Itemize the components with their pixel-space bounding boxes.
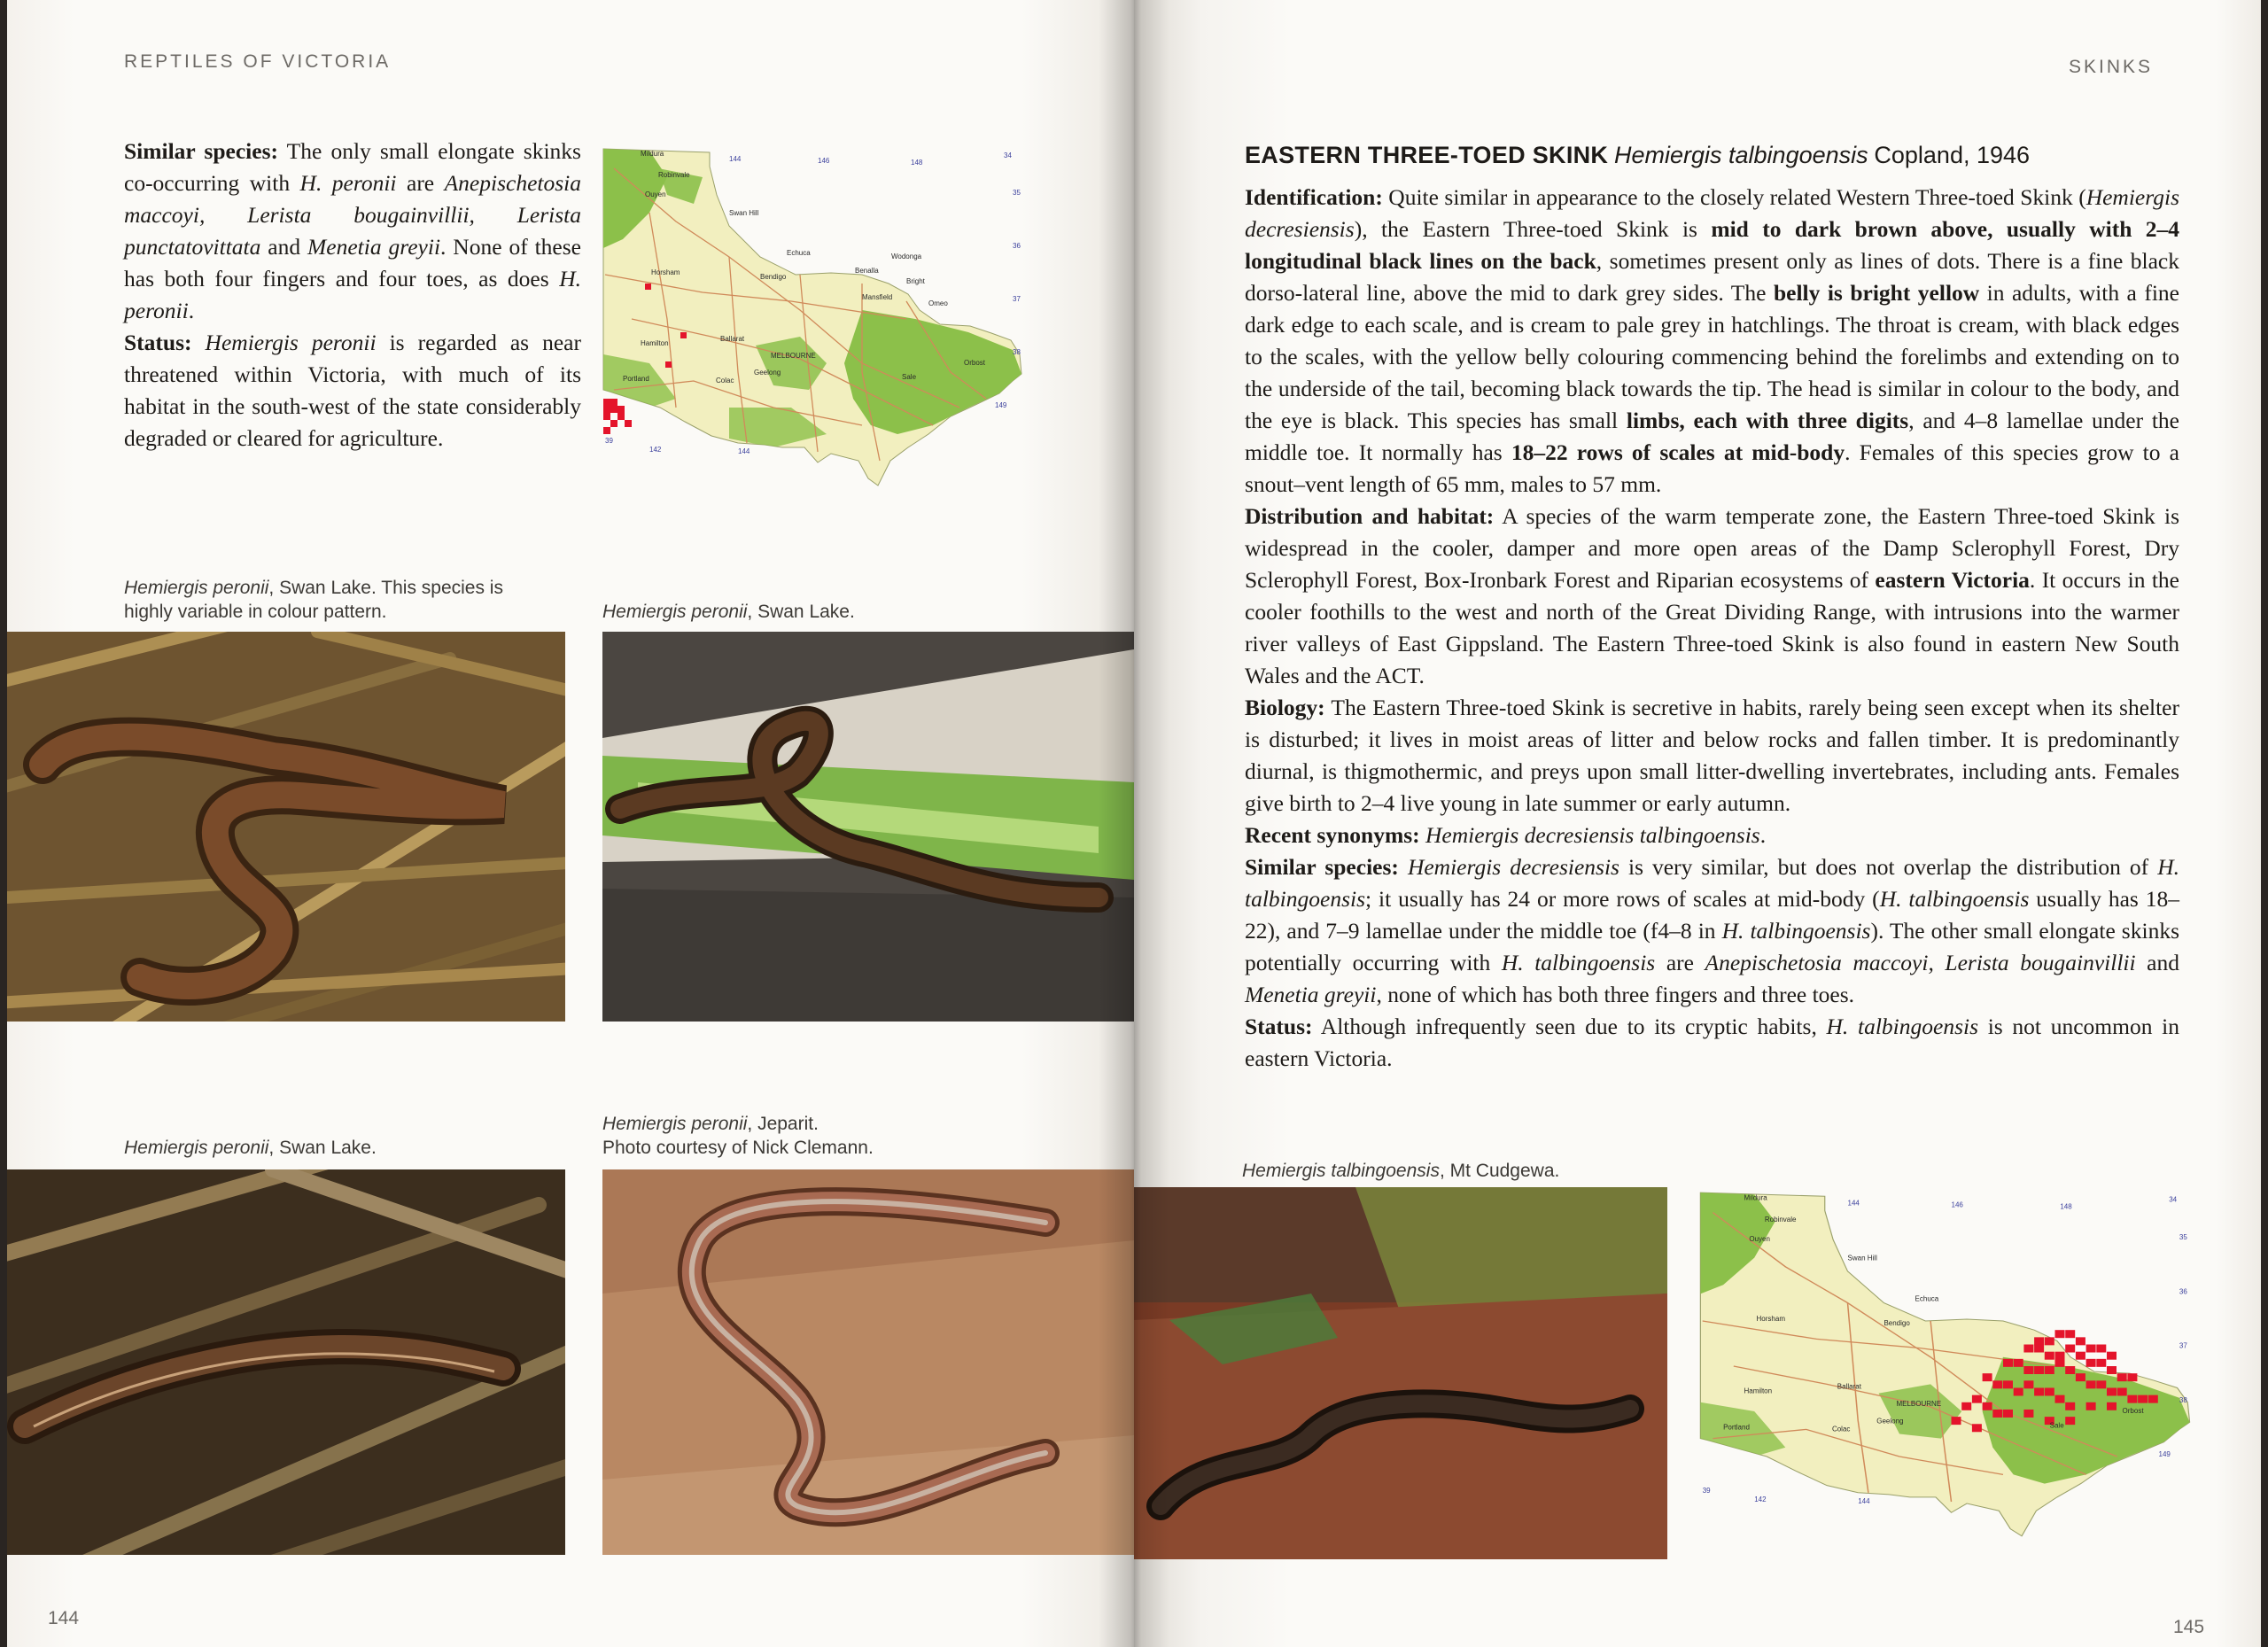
distribution-map-talbingoensis bbox=[1692, 1185, 2224, 1566]
map-grid-label: 144 bbox=[1847, 1199, 1860, 1208]
record-square bbox=[2045, 1337, 2054, 1345]
book-gutter bbox=[1099, 0, 1169, 1647]
map-grid-label: 144 bbox=[1858, 1497, 1870, 1506]
text-run: in adults, with a fine dark edge to each scale, and is cream to pale grey in hatchlings. The throat is cream, with black edges to the scales, with the yellow belly colouring commencing behind the forelimbs and extending on to the underside of the tail, becoming black towards the tip. The head is similar in colour to the body, and the eye is black. This species has small bbox=[1245, 280, 2179, 433]
record-square bbox=[2055, 1330, 2065, 1338]
record-square bbox=[2055, 1352, 2065, 1360]
map-town-label: Omeo bbox=[928, 299, 948, 307]
map-town-label: Bendigo bbox=[760, 273, 787, 281]
map-town-label: Wodonga bbox=[891, 252, 922, 260]
record-square bbox=[2065, 1417, 2075, 1425]
record-square bbox=[2107, 1352, 2117, 1360]
map-grid-label: 149 bbox=[2158, 1450, 2171, 1458]
record-square bbox=[1992, 1410, 2002, 1418]
map-town-label: Benalla bbox=[855, 267, 879, 275]
paragraph-label: Identification: bbox=[1245, 184, 1383, 210]
text-run: limbs, each with three digits bbox=[1626, 408, 1909, 433]
photo-caption-2: Hemiergis peronii, Swan Lake. bbox=[602, 602, 855, 622]
species-common-name: EASTERN THREE-TOED SKINK bbox=[1245, 142, 1609, 168]
record-square bbox=[2086, 1345, 2096, 1353]
record-square bbox=[2023, 1366, 2033, 1374]
record-square bbox=[2065, 1402, 2075, 1410]
map-town-label: Portland bbox=[1723, 1423, 1750, 1432]
paragraph-label: Recent synonyms: bbox=[1245, 822, 1420, 848]
skink-photo-4 bbox=[602, 1169, 1134, 1555]
skink-photo-3 bbox=[7, 1169, 565, 1555]
record-square bbox=[2076, 1337, 2085, 1345]
text-run: is regarded as near threatened within Victoria, with much of its habitat in the south-west of the state considerably degraded or cleared for agriculture. bbox=[124, 330, 581, 451]
text-run: mid to dark brown above, usually with 2–4 longitudinal black lines on the back bbox=[1245, 216, 2179, 274]
record-square bbox=[2127, 1395, 2137, 1403]
text-run: Although infrequently seen due to its cryptic habits, bbox=[1312, 1014, 1827, 1039]
record-square bbox=[2023, 1380, 2033, 1388]
map-town-label: MELBOURNE bbox=[1896, 1399, 1942, 1408]
map-grid-label: 34 bbox=[2169, 1195, 2178, 1204]
text-run: H. peronii bbox=[124, 266, 581, 323]
record-square bbox=[2003, 1380, 2013, 1388]
map-grid-label: 148 bbox=[2060, 1202, 2072, 1211]
text-run: usually has 18–22), and 7–9 lamellae under the middle toe (f4–8 in bbox=[1245, 886, 2180, 944]
text-run: H. talbingoensis bbox=[1501, 950, 1656, 975]
record-square bbox=[2034, 1337, 2044, 1345]
paragraph-label: Distribution and habitat: bbox=[1245, 503, 1495, 529]
map-grid-label: 146 bbox=[818, 157, 830, 165]
text-run: Anepischetosia maccoyi, Lerista bougainvillii, Lerista punctatovittata bbox=[124, 170, 581, 260]
record-square bbox=[1992, 1380, 2002, 1388]
map-grid-label: 35 bbox=[2179, 1233, 2187, 1242]
record-square bbox=[1983, 1373, 1992, 1381]
text-run: The only small elongate skinks co-occurring with bbox=[124, 138, 581, 196]
page-number-right: 145 bbox=[2173, 1617, 2205, 1637]
page-number-left: 144 bbox=[48, 1608, 80, 1628]
record-square bbox=[2014, 1359, 2023, 1367]
text-run: and bbox=[260, 234, 308, 260]
map-town-label: Echuca bbox=[787, 249, 811, 257]
map-grid-label: 38 bbox=[1013, 348, 1021, 356]
map-town-label: Ballarat bbox=[1837, 1382, 1861, 1391]
text-run: is not uncommon in eastern Victoria. bbox=[1245, 1014, 2179, 1071]
paragraph-label: Similar species: bbox=[1245, 854, 1399, 880]
record-square bbox=[2086, 1359, 2096, 1367]
paragraph bbox=[1245, 501, 2179, 692]
text-run: belly is bright yellow bbox=[1773, 280, 1980, 306]
map-town-label: Robinvale bbox=[1764, 1215, 1797, 1224]
paragraph bbox=[1245, 1011, 2179, 1075]
text-run: H. talbingoensis bbox=[1245, 854, 2179, 912]
record-square bbox=[2065, 1345, 2075, 1353]
record-square bbox=[1952, 1417, 1961, 1425]
map-town-label: Mildura bbox=[641, 150, 664, 158]
record-square bbox=[2034, 1345, 2044, 1353]
record-square bbox=[2076, 1373, 2085, 1381]
text-run bbox=[192, 330, 206, 355]
map-town-label: Echuca bbox=[1915, 1294, 1939, 1303]
running-head: SKINKS bbox=[2069, 57, 2154, 77]
map-town-label: Swan Hill bbox=[1847, 1254, 1877, 1262]
paragraph bbox=[1245, 820, 2179, 851]
record-square bbox=[2096, 1359, 2106, 1367]
record-square bbox=[2107, 1387, 2117, 1395]
map-town-label: Sale bbox=[2049, 1421, 2064, 1430]
text-run: and bbox=[2135, 950, 2179, 975]
record-square bbox=[2096, 1380, 2106, 1388]
map-town-label: Bendigo bbox=[1884, 1319, 1910, 1328]
record-square bbox=[2107, 1366, 2117, 1374]
text-run: Menetia greyii bbox=[307, 234, 441, 260]
text-run: ; it usually has 24 or more rows of scales at mid-body ( bbox=[1365, 886, 1880, 912]
text-run: Hemiergis decresiensis talbingoensis bbox=[1425, 822, 1760, 848]
photo-caption-3: Hemiergis peronii, Swan Lake. bbox=[124, 1138, 377, 1158]
map-town-label: Ouyen bbox=[645, 190, 666, 198]
paragraph bbox=[1245, 692, 2179, 820]
text-run: . Females of this species grow to a snout–vent length of 65 mm, males to 57 mm. bbox=[1245, 439, 2179, 497]
record-square bbox=[2148, 1395, 2158, 1403]
left-body-text bbox=[124, 136, 581, 454]
text-run: eastern Victoria bbox=[1875, 567, 2030, 593]
paragraph-label: Status: bbox=[1245, 1014, 1313, 1039]
record-square bbox=[2138, 1395, 2148, 1403]
map-grid-label: 38 bbox=[2179, 1395, 2187, 1404]
paragraph bbox=[1245, 182, 2179, 501]
record-square bbox=[2055, 1395, 2065, 1403]
text-run: H. talbingoensis bbox=[1826, 1014, 1979, 1039]
record-square bbox=[2065, 1366, 2075, 1374]
record-square bbox=[2127, 1373, 2137, 1381]
map-town-label: Swan Hill bbox=[729, 209, 759, 217]
skink-photo-2 bbox=[602, 632, 1134, 1022]
photo-caption-5: Hemiergis talbingoensis, Mt Cudgewa. bbox=[1242, 1161, 1560, 1181]
map-grid-label: 36 bbox=[1013, 242, 1021, 250]
text-run: are bbox=[1655, 950, 1705, 975]
species-scientific-name: Hemiergis talbingoensis bbox=[1614, 142, 1868, 168]
record-square bbox=[2014, 1387, 2023, 1395]
distribution-map-peronii bbox=[596, 142, 1106, 514]
map-grid-label: 148 bbox=[911, 159, 923, 167]
record-square bbox=[2034, 1366, 2044, 1374]
map-town-label: Portland bbox=[623, 375, 649, 383]
species-header bbox=[1245, 142, 2030, 169]
text-run: ), the Eastern Three-toed Skink is bbox=[1354, 216, 1712, 242]
record-square bbox=[2076, 1352, 2085, 1360]
map-town-label: Robinvale bbox=[658, 171, 690, 179]
map-grid-label: 142 bbox=[649, 446, 662, 454]
text-run: are bbox=[396, 170, 445, 196]
map-town-label: Bright bbox=[906, 277, 925, 285]
record-square bbox=[2096, 1345, 2106, 1353]
record-square bbox=[2045, 1352, 2054, 1360]
text-run: . It occurs in the cooler foothills to the west and north of the Great Dividing Range, with intrusions into the warmer river valleys of East Gippsland. The Eastern Three-toed Skink is also found in eastern New South Wales and the ACT. bbox=[1245, 567, 2179, 688]
map-grid-label: 144 bbox=[738, 447, 750, 455]
map-town-label: Mildura bbox=[1744, 1193, 1767, 1202]
map-grid-label: 146 bbox=[1951, 1200, 1963, 1209]
text-run: . bbox=[188, 298, 195, 323]
skink-photo-5 bbox=[1134, 1187, 1667, 1559]
map-town-label: Horsham bbox=[651, 268, 680, 276]
text-run: Hemiergis decresiensis bbox=[1407, 854, 1619, 880]
map-grid-label: 144 bbox=[729, 155, 742, 163]
record-square bbox=[2045, 1366, 2054, 1374]
record-square bbox=[2034, 1387, 2044, 1395]
map-town-label: Mansfield bbox=[862, 293, 893, 301]
species-authority: Copland, 1946 bbox=[1874, 142, 2031, 168]
map-town-label: Colac bbox=[716, 377, 734, 385]
record-square bbox=[1972, 1395, 1982, 1403]
map-town-label: Colac bbox=[1831, 1425, 1851, 1433]
text-run: , and 4–8 lamellae under the middle toe. It normally has bbox=[1245, 408, 2179, 465]
map-grid-label: 34 bbox=[1004, 151, 1012, 159]
map-grid-label: 36 bbox=[2179, 1287, 2187, 1296]
record-square bbox=[2107, 1402, 2117, 1410]
photo-caption-1: Hemiergis peronii, Swan Lake. This species is highly variable in colour pattern. bbox=[124, 578, 503, 622]
left-page bbox=[7, 0, 1134, 1647]
map-town-label: Horsham bbox=[1756, 1315, 1785, 1323]
map-town-label: Hamilton bbox=[641, 339, 669, 347]
text-run: H. peronii bbox=[299, 170, 397, 196]
map-town-label: Ballarat bbox=[720, 335, 745, 343]
text-run: , none of which has both three fingers and three toes. bbox=[1376, 982, 1855, 1007]
map-town-label: Geelong bbox=[1876, 1417, 1904, 1426]
record-square bbox=[1983, 1402, 1992, 1410]
text-run: , sometimes present only as lines of dots. There is a fine black dorso-lateral line, above the mid to dark grey sides. The bbox=[1245, 248, 2179, 306]
photo-caption-4: Hemiergis peronii, Jeparit. Photo courtesy of Nick Clemann. bbox=[602, 1114, 874, 1158]
paragraph bbox=[124, 327, 581, 454]
skink-photo-1 bbox=[7, 632, 565, 1022]
map-town-label: Sale bbox=[902, 373, 917, 381]
record-square bbox=[1961, 1402, 1971, 1410]
map-grid-label: 37 bbox=[1013, 295, 1021, 303]
text-run bbox=[1399, 854, 1408, 880]
record-square bbox=[2086, 1402, 2096, 1410]
text-run: Hemiergis decresiensis bbox=[1245, 184, 2179, 242]
running-head: REPTILES OF VICTORIA bbox=[124, 51, 392, 72]
map-grid-label: 142 bbox=[1754, 1496, 1767, 1503]
text-run: H. talbingoensis bbox=[1721, 918, 1871, 944]
map-town-label: Orbost bbox=[2122, 1407, 2144, 1416]
map-town-label: Ouyen bbox=[1749, 1235, 1770, 1244]
text-run: ). The other small elongate skinks potentially occurring with bbox=[1245, 918, 2179, 975]
record-square bbox=[2117, 1387, 2127, 1395]
record-square bbox=[2003, 1359, 2013, 1367]
map-town-label: Orbost bbox=[964, 359, 986, 367]
text-run: The Eastern Three-toed Skink is secretive in habits, rarely being seen except when its shelter is disturbed; it lives in moist areas of litter and below rocks and fallen timber. It is predominantly diurnal, is thigmothermic, and preys upon small litter-dwelling invertebrates, including ants. Females give birth to 2–4 live young in late summer or early autumn. bbox=[1245, 695, 2179, 816]
map-grid-label: 39 bbox=[605, 437, 613, 445]
record-square bbox=[2023, 1345, 2033, 1353]
text-run: Hemiergis peronii bbox=[205, 330, 377, 355]
map-grid-label: 39 bbox=[1702, 1486, 1711, 1495]
map-grid-label: 37 bbox=[2179, 1341, 2187, 1350]
text-run: Menetia greyii bbox=[1245, 982, 1377, 1007]
paragraph-label: Similar species: bbox=[124, 138, 278, 164]
text-run: 18–22 rows of scales at mid-body bbox=[1511, 439, 1845, 465]
map-town-label: MELBOURNE bbox=[771, 352, 816, 360]
right-page bbox=[1134, 0, 2261, 1647]
text-run: . bbox=[1759, 822, 1767, 848]
map-town-label: Hamilton bbox=[1744, 1387, 1773, 1395]
map-town-label: Geelong bbox=[754, 369, 781, 377]
paragraph bbox=[124, 136, 581, 327]
record-square bbox=[2117, 1373, 2127, 1381]
victoria-map-svg bbox=[596, 142, 1106, 514]
record-square bbox=[1972, 1424, 1982, 1432]
text-run: A species of the warm temperate zone, the Eastern Three-toed Skink is widespread in the cooler, damper and more open areas of the Damp Sclerophyll Forest, Dry Sclerophyll Forest, Box-Ironbark Forest and Riparian ecosystems of bbox=[1245, 503, 2180, 593]
record-square bbox=[2045, 1387, 2054, 1395]
victoria-map-svg bbox=[1692, 1185, 2224, 1566]
record-square bbox=[2003, 1410, 2013, 1418]
paragraph-label: Biology: bbox=[1245, 695, 1325, 720]
paragraph-label: Status: bbox=[124, 330, 192, 355]
record-square bbox=[2065, 1330, 2075, 1338]
map-grid-label: 149 bbox=[995, 401, 1007, 409]
map-grid-label: 35 bbox=[1013, 189, 1021, 197]
text-run: Anepischetosia maccoyi, Lerista bougainvillii bbox=[1705, 950, 2136, 975]
record-square bbox=[2055, 1359, 2065, 1367]
text-run: . None of these has both four fingers and four toes, as does bbox=[124, 234, 581, 291]
record-square bbox=[2086, 1380, 2096, 1388]
record-square bbox=[2023, 1410, 2033, 1418]
paragraph bbox=[1245, 851, 2179, 1011]
text-run: H. talbingoensis bbox=[1879, 886, 2030, 912]
right-body-text bbox=[1245, 182, 2179, 1075]
text-run: Quite similar in appearance to the closely related Western Three-toed Skink ( bbox=[1382, 184, 2086, 210]
text-run: is very similar, but does not overlap the distribution of bbox=[1619, 854, 2158, 880]
